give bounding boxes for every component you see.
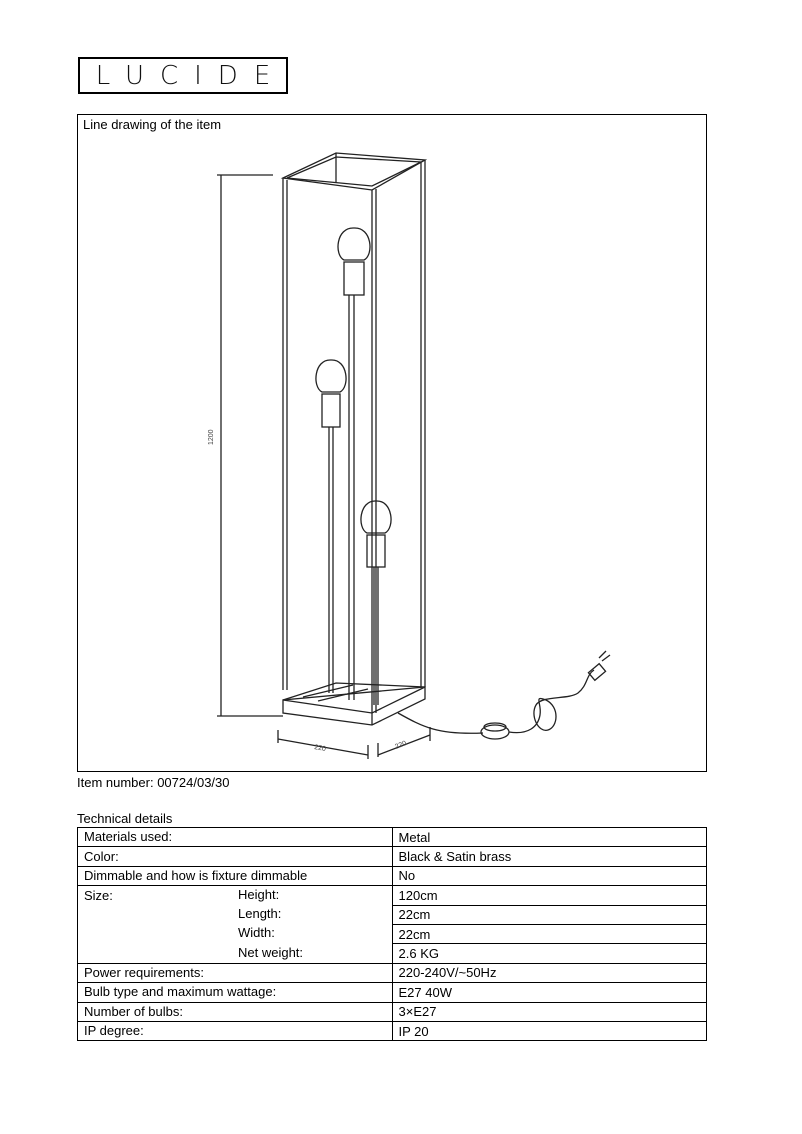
lamp-line-drawing <box>78 115 708 773</box>
table-row <box>78 905 707 924</box>
table-row <box>78 847 707 866</box>
spec-label: Size: <box>84 887 113 903</box>
item-number: Item number: 00724/03/30 <box>77 775 230 790</box>
spec-value: 120cm <box>392 886 706 905</box>
spec-label: Bulb type and maximum wattage: <box>84 984 277 1000</box>
spec-value: IP 20 <box>392 1021 706 1040</box>
spec-sublabel: Height: <box>238 887 280 903</box>
spec-sublabel: Width: <box>238 925 275 941</box>
spec-sublabel: Length: <box>238 906 282 922</box>
spec-label: Number of bulbs: <box>84 1003 183 1019</box>
height-dimension-label: 1200 <box>208 429 215 445</box>
table-row <box>78 828 707 847</box>
table-row <box>78 944 707 963</box>
technical-details-table <box>77 827 707 1041</box>
spec-label: Color: <box>84 848 119 864</box>
brand-logo <box>78 57 288 94</box>
table-row <box>78 1021 707 1040</box>
spec-value: 22cm <box>392 924 706 943</box>
spec-value: 22cm <box>392 905 706 924</box>
spec-value: Metal <box>392 828 706 847</box>
spec-value: E27 40W <box>392 983 706 1002</box>
table-row <box>78 963 707 982</box>
bulb-2 <box>316 360 346 392</box>
line-drawing-panel <box>77 114 707 772</box>
spec-value: 2.6 KG <box>392 944 706 963</box>
spec-label: Power requirements: <box>84 964 204 980</box>
spec-value: 3×E27 <box>392 1002 706 1021</box>
power-cable <box>398 713 483 733</box>
spec-label: Dimmable and how is fixture dimmable <box>84 867 308 883</box>
spec-value: 220-240V/~50Hz <box>392 963 706 982</box>
length-dimension-label: 220 <box>313 744 327 753</box>
spec-label: Materials used: <box>84 829 173 845</box>
bulb-1 <box>338 228 370 260</box>
table-row <box>78 866 707 885</box>
spec-sublabel: Net weight: <box>238 944 304 960</box>
spec-label: IP degree: <box>84 1023 144 1039</box>
spec-value: No <box>392 866 706 885</box>
spec-value: Black & Satin brass <box>392 847 706 866</box>
table-row <box>78 983 707 1002</box>
logo-text: LUCIDE <box>95 60 287 91</box>
table-row <box>78 924 707 943</box>
table-row <box>78 1002 707 1021</box>
drawing-caption: Line drawing of the item <box>83 117 222 132</box>
technical-details-heading: Technical details <box>77 811 173 826</box>
foot-switch <box>481 725 509 739</box>
width-dimension-label: 220 <box>394 739 408 751</box>
table-row <box>78 886 707 905</box>
